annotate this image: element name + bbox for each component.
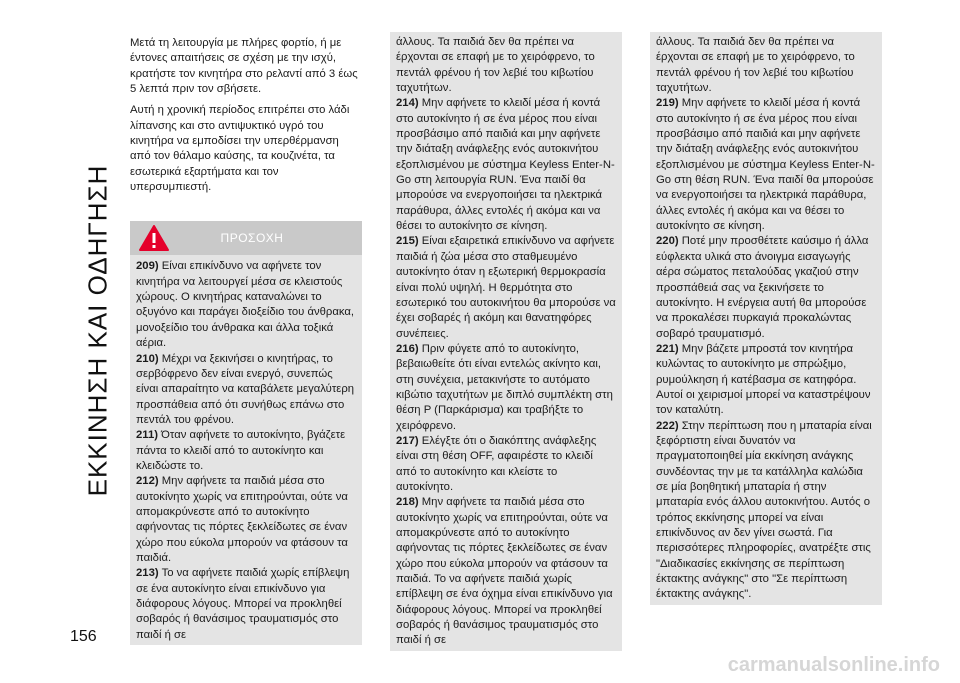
column-2: [390, 32, 622, 651]
column-3: [650, 32, 882, 605]
warning-item: 218) Μην αφήνετε τα παιδιά μέσα στο αυτοκίνητο χωρίς να επιτηρούνται, ούτε να απομακρύνεστε από το αυτοκίνητο αφήνοντας τις πόρτες ξεκλείδωτες σε έναν χώρο που εύκολα μπορούν να φτάσουν τα παιδιά. Το να αφήνετε παιδιά χωρίς επίβλεψη σε ένα όχημα είναι επικίνδυνο για διάφορους λόγους. Μπορεί να προκληθεί σοβαρός ή θανάσιμος τραυματισμός στο παιδί ή σε: [396, 496, 613, 647]
warning-item: 215) Είναι εξαιρετικά επικίνδυνο να αφήνετε παιδιά ή ζώα μέσα στο σταθμευμένο αυτοκίνητο όταν η εξωτερική θερμοκρασία είναι πολύ υψηλή. Η θερμότητα στο εσωτερικό του αυτοκινήτου θα μπορούσε να έχει σοβαρές ή ακόμη και θανατηφόρες συνέπειες.: [396, 235, 616, 340]
warning-continuation-box: [650, 32, 882, 605]
watermark: carmanualsonline.info: [727, 654, 940, 676]
warning-item: 211) Όταν αφήνετε το αυτοκίνητο, βγάζετε πάντα το κλειδί από το αυτοκίνητο και κλειδώστε το.: [136, 429, 346, 472]
warning-item: 219) Μην αφήνετε το κλειδί μέσα ή κοντά στο αυτοκίνητο ή σε ένα μέρος που είναι προσβάσιμο από παιδιά και μην αφήνετε την διάταξη ανάφλεξης ενός αυτοκινήτου εξοπλισμένου με σύστημα Keyless Enter-N-Go στη θέση RUN. Ένα παιδί θα μπορούσε να ενεργοποιήσει τα ηλεκτρικά παράθυρα, άλλες εντολές ή ακόμα και να θέσει το αυτοκίνητο σε κίνηση.: [656, 97, 875, 233]
warning-item: 210) Μέχρι να ξεκινήσει ο κινητήρας, το σερβόφρενο δεν είναι ενεργό, συνεπώς είναι απαραίτητο να καταβάλετε μεγαλύτερη προσπάθεια από ότι συνήθως επάνω στο πεντάλ του φρένου.: [136, 352, 355, 426]
warning-item: 220) Ποτέ μην προσθέτετε καύσιμο ή άλλα εύφλεκτα υλικά στο άνοιγμα εισαγωγής αέρα σώματος πεταλούδας γκαζιού στην προσπάθειά σας να ξεκινήσετε το αυτοκίνητο. Η ενέργεια αυτή θα μπορούσε να προκαλέσει πυρκαγιά προκαλώντας σοβαρό τραυματισμό.: [656, 235, 869, 340]
warning-item: 222) Στην περίπτωση που η μπαταρία είναι ξεφόρτιστη είναι δυνατόν να πραγματοποιηθεί μία εκκίνηση ανάγκης συνδέοντας την με τα κατάλληλα καλώδια σε μία βοηθητική μπαταρία ή στην μπαταρία ενός άλλου αυτοκινήτου. Αυτός ο τρόπος εκκίνησης μπορεί να είναι επικίνδυνος αν δεν γίνει σωστά. Για περισσότερες πληροφορίες, ανατρέξτε στις "Διαδικασίες εκκίνησης σε περίπτωση έκτακτης ανάγκης" στο "Σε περίπτωση έκτακτης ανάγκης".: [656, 419, 872, 601]
intro-paragraph-1: Μετά τη λειτουργία με πλήρες φορτίο, ή με έντονες απαιτήσεις σε σχέση με την ισχύ, κρατήστε τον κινητήρα στο ρελαντί από 3 έως 5 λεπτά πριν τον σβήσετε.: [130, 37, 358, 96]
warning-item: 216) Πριν φύγετε από το αυτοκίνητο, βεβαιωθείτε ότι είναι εντελώς ακίνητο και, στη συνέχεια, μετακινήστε το αυτόματο κιβώτιο ταχυτήτων με διπλό συμπλέκτη στη θέση P (Παρκάρισμα) και τραβήξτε το χειρόφρενο.: [396, 342, 613, 432]
warning-header: [130, 221, 362, 255]
warning-triangle-icon: [138, 224, 170, 252]
column-1: [130, 36, 362, 645]
continuation-paragraph: άλλους. Τα παιδιά δεν θα πρέπει να έρχονται σε επαφή με το χειρόφρενο, το πεντάλ φρένου ή τον λεβιέ του κιβωτίου ταχυτήτων.: [656, 36, 855, 95]
warning-box: [130, 221, 362, 645]
warning-item: 217) Ελέγξτε ότι ο διακόπτης ανάφλεξης είναι στη θέση OFF, αφαιρέστε το κλειδί από το αυτοκίνητο και κλείστε το αυτοκίνητο.: [396, 434, 597, 493]
page-number: 156: [70, 628, 97, 645]
continuation-paragraph: άλλους. Τα παιδιά δεν θα πρέπει να έρχονται σε επαφή με το χειρόφρενο, το πεντάλ φρένου ή τον λεβιέ του κιβωτίου ταχυτήτων.: [396, 36, 595, 95]
warning-item: 209) Είναι επικίνδυνο να αφήνετε τον κινητήρα να λειτουργεί μέσα σε κλειστούς χώρους. Ο κινητήρας καταναλώνει το οξυγόνο και παράγει διοξείδιο του άνθρακα, μονοξείδιο του άνθρακα και άλλα τοξικά αέρια.: [136, 260, 355, 350]
warning-title: ΠΡΟΣΟΧΗ: [220, 230, 284, 245]
section-title-text: ΕΚΚΙΝΗΣΗ ΚΑΙ ΟΔΗΓΗΣΗ: [82, 164, 113, 496]
intro-paragraph-2: Αυτή η χρονική περίοδος επιτρέπει στο λάδι λίπανσης και στο αντιψυκτικό υγρό του κινητήρα να εμποδίσει την υπερθέρμανση από τον θάλαμο καύσης, τα κουζινέτα, τα εσωτερικά εξαρτήματα και τον υπερσυμπιεστή.: [130, 104, 350, 194]
intro-text: [130, 36, 362, 195]
section-title-vertical: [78, 30, 118, 630]
warning-item: 221) Μην βάζετε μπροστά τον κινητήρα κυλώντας το αυτοκίνητο με σπρώξιμο, ρυμούλκηση ή κατέβασμα σε κατηφόρα. Αυτοί οι χειρισμοί μπορεί να καταστρέψουν τον καταλύτη.: [656, 342, 871, 417]
warning-body: [130, 255, 362, 645]
warning-continuation-box: [390, 32, 622, 651]
warning-item: 214) Μην αφήνετε το κλειδί μέσα ή κοντά στο αυτοκίνητο ή σε ένα μέρος που είναι προσβάσιμο από παιδιά και μην αφήνετε την διάταξη ανάφλεξης ενός αυτοκινήτου εξοπλισμένου με σύστημα Keyless Enter-N-Go στη λειτουργία RUN. Ένα παιδί θα μπορούσε να ενεργοποιήσει τα ηλεκτρικά παράθυρα, άλλες εντολές ή ακόμα και να θέσει το αυτοκίνητο σε κίνηση.: [396, 97, 615, 233]
warning-item: 213) Το να αφήνετε παιδιά χωρίς επίβλεψη σε ένα αυτοκίνητο είναι επικίνδυνο για διάφορους λόγους. Μπορεί να προκληθεί σοβαρός ή θανάσιμος τραυματισμός στο παιδί ή σε: [136, 567, 350, 641]
warning-item: 212) Μην αφήνετε τα παιδιά μέσα στο αυτοκίνητο χωρίς να επιτηρούνται, ούτε να απομακρύνεστε από το αυτοκίνητο αφήνοντας τις πόρτες ξεκλείδωτες σε έναν χώρο που εύκολα μπορούν να φτάσουν τα παιδιά.: [136, 475, 348, 564]
